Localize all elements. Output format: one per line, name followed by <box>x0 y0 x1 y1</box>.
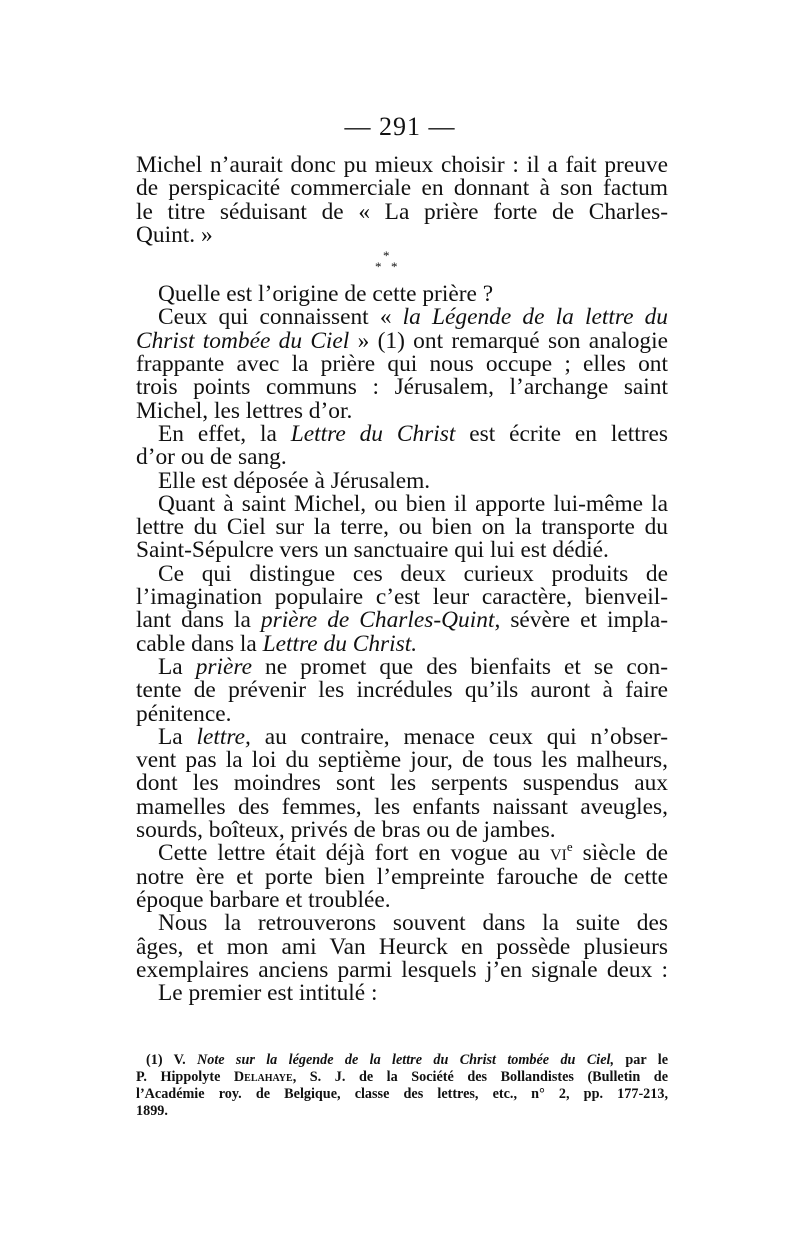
section-separator <box>136 247 668 283</box>
text-run: , sévère et impla- <box>494 607 669 634</box>
text-run: , S. J. de la Société des Bollandistes (Bulletin de <box>292 1069 668 1085</box>
superscript: e <box>566 839 573 855</box>
text-line: le titre séduisant de « La prière forte de Charles- <box>136 198 668 225</box>
text-line: sourds, boîteux, privés de bras ou de jambes. <box>136 817 556 844</box>
text-line: l’imagination populaire c’est leur caractère, bienveil- <box>136 584 668 611</box>
text-run: est écrite en lettres <box>455 420 668 447</box>
text-line: vent pas la loi du septième jour, de tous les malheurs, <box>136 747 668 774</box>
asterisk-icon: * <box>375 259 382 275</box>
text-line: notre ère et porte bien l’empreinte farouche de cette <box>136 863 668 890</box>
text-line: âges, et mon ami Van Heurck en possède plusieurs <box>136 933 668 960</box>
italic-title: Christ tombée du Ciel <box>136 327 350 354</box>
text-line: tente de prévenir les incrédules qu’ils auront à faire <box>136 677 668 704</box>
footnote <box>136 1052 668 1120</box>
text-run: La <box>158 653 196 680</box>
text-line: pénitence. <box>136 700 232 727</box>
text-run: au contraire, menace ceux qui n’obser- <box>250 723 668 750</box>
text-run: siècle de <box>572 840 668 867</box>
text-line: Le premier est intitulé : <box>158 980 378 1007</box>
text-line <box>136 420 668 447</box>
italic-title: Lettre du Christ. <box>262 630 418 657</box>
text-line: dont les moindres sont les serpents suspendus aux <box>136 770 668 797</box>
text-line <box>136 306 668 329</box>
text-line <box>136 630 668 657</box>
text-line: Nous la retrouverons souvent dans la suite des <box>158 910 668 937</box>
text-run: lant dans la <box>136 607 261 634</box>
text-line: d’or ou de sang. <box>136 444 287 471</box>
century-numeral: vi <box>549 840 567 867</box>
text-line <box>136 327 668 354</box>
text-run: La <box>158 723 197 750</box>
text-line: Quint. » <box>136 221 213 248</box>
asterisk-icon: * <box>383 248 390 264</box>
footnote-line <box>136 1052 668 1069</box>
text-run: cable dans la <box>136 630 263 657</box>
text-line: Quant à saint Michel, ou bien il apporte lui-même la <box>158 490 668 517</box>
text-line <box>136 653 668 680</box>
page-number: — 291 — <box>344 112 456 141</box>
text-line: mamelles des femmes, les enfants naissant aveugles, <box>136 793 668 820</box>
italic-title: Lettre du Christ <box>290 420 456 447</box>
text-line: trois points communs : Jérusalem, l’archange saint <box>136 374 668 401</box>
author-name: Delahaye <box>233 1069 293 1085</box>
text-line: Michel n’aurait donc pu mieux choisir : il a fait preuve <box>136 152 668 178</box>
italic-title: prière de Charles-Quint <box>260 607 495 634</box>
text-run: par le <box>614 1052 669 1068</box>
italic-title: Note sur la légende de la lettre du Christ tombée du Ciel, <box>196 1052 615 1068</box>
text-line: de perspicacité commerciale en donnant à son factum <box>136 175 668 202</box>
italic-title: la Légende de la lettre du <box>402 304 668 331</box>
text-run: Ceux qui connaissent « <box>158 304 403 331</box>
footnote-line <box>136 1069 668 1086</box>
text-line: Michel, les lettres d’or. <box>136 397 353 424</box>
text-line: lettre du Ciel sur la terre, ou bien on la transporte du <box>136 514 668 541</box>
text-run: Cette lettre était déjà fort en vogue au <box>158 840 550 867</box>
text-line: exemplaires anciens parmi lesquels j’en signale deux : <box>136 956 668 983</box>
text-line: Quelle est l’origine de cette prière ? <box>158 281 494 308</box>
asterisk-icon: * <box>391 259 398 275</box>
text-line <box>136 723 668 750</box>
text-line: Elle est déposée à Jérusalem. <box>158 467 431 494</box>
text-run: » (1) ont remarqué son analogie <box>349 327 668 354</box>
text-line <box>136 609 668 632</box>
italic-word: prière <box>195 653 252 680</box>
italic-word: lettre, <box>196 723 251 750</box>
text-line: frappante avec la prière qui nous occupe ; elles ont <box>136 351 668 378</box>
text-run: En effet, la <box>158 420 291 447</box>
text-line: Saint-Sépulcre vers un sanctuaire qui lui est dédié. <box>136 537 609 564</box>
text-line: Ce qui distingue ces deux curieux produits de <box>158 560 668 587</box>
text-line <box>136 839 668 867</box>
text-run: (1) V. <box>146 1052 197 1068</box>
footnote-line: l’Académie roy. de Belgique, classe des lettres, etc., n° 2, pp. 177-213, <box>136 1086 668 1102</box>
main-text <box>136 154 668 1005</box>
text-run: P. Hippolyte <box>136 1069 234 1085</box>
text-run: ne promet que des bienfaits et se con- <box>252 653 668 680</box>
text-line: époque barbare et troublée. <box>136 886 391 913</box>
footnote-line: 1899. <box>136 1103 168 1119</box>
